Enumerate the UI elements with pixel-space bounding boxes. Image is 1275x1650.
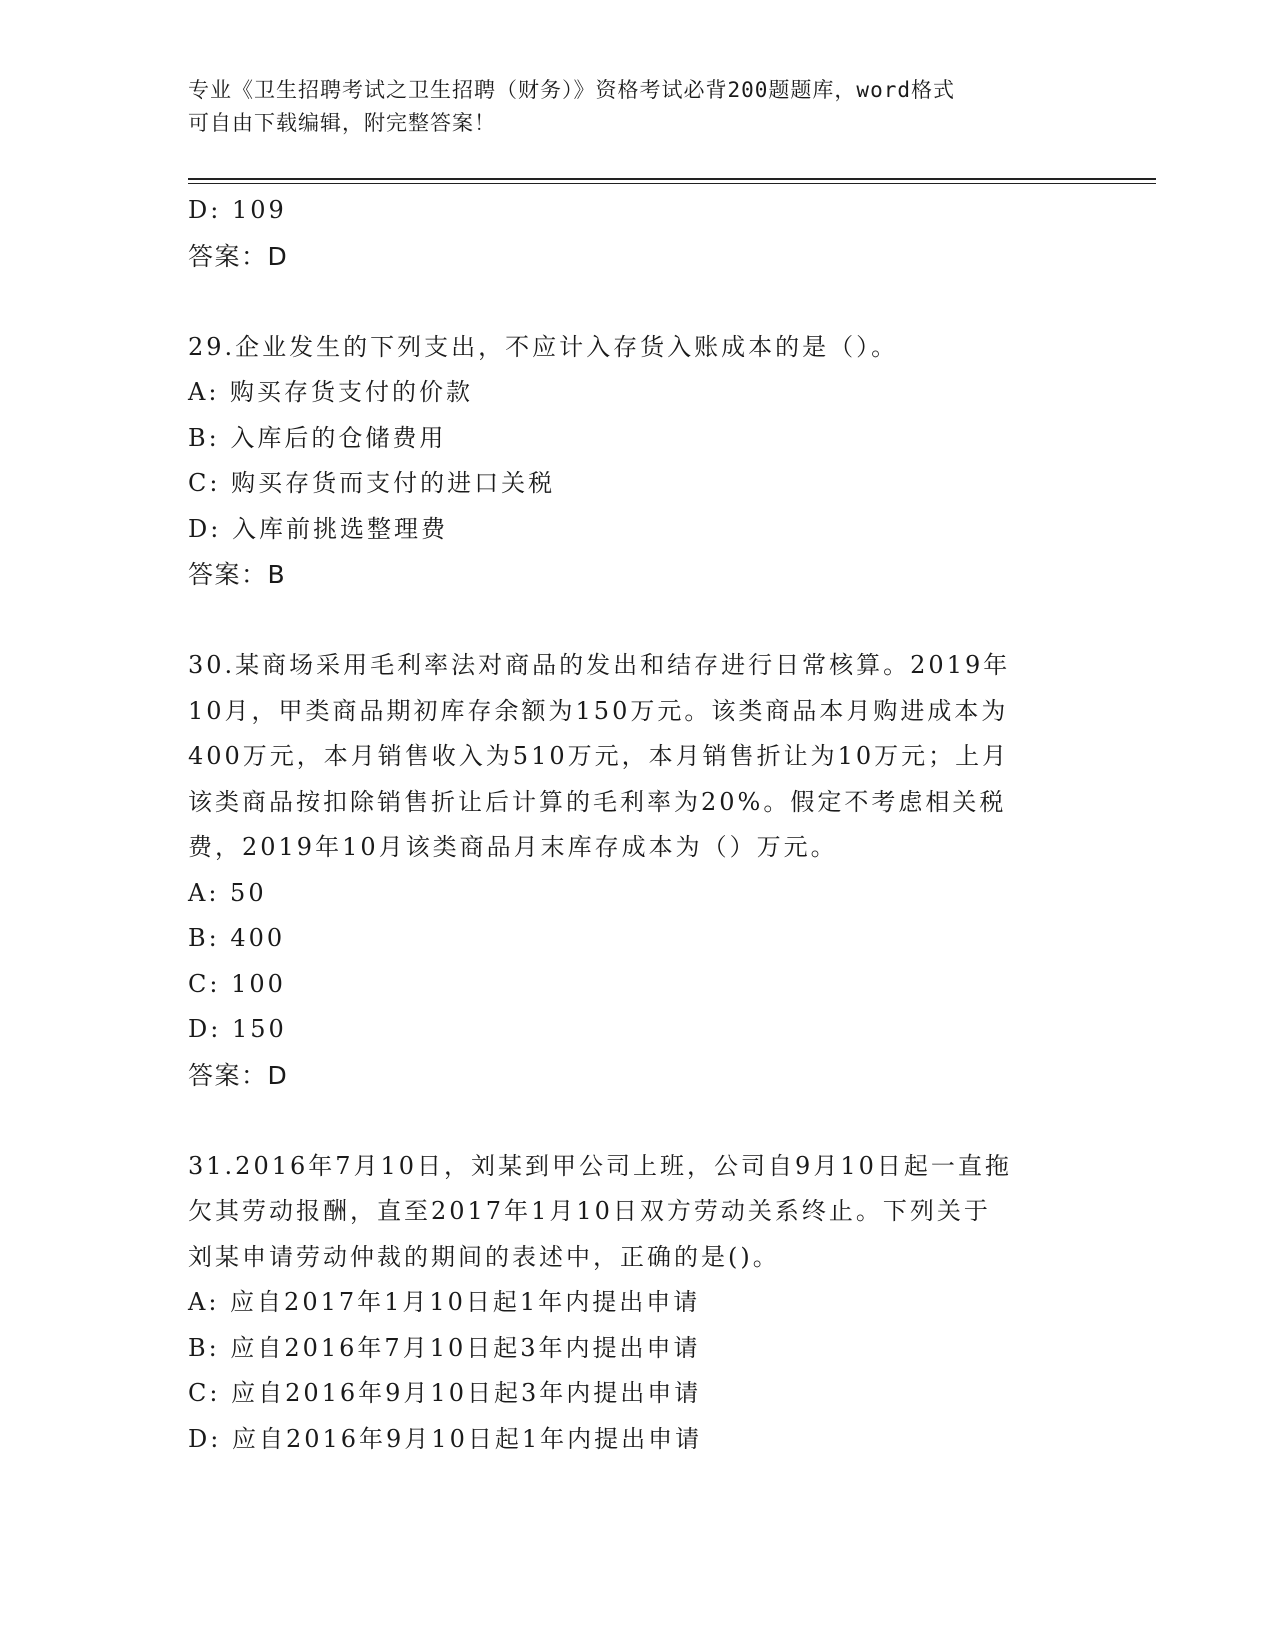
question-stem-line: 10月，甲类商品期初库存余额为150万元。该类商品本月购进成本为 xyxy=(188,696,1009,725)
answer-label: 答案：D xyxy=(188,241,289,271)
question-stem: 29.企业发生的下列支出，不应计入存货入账成本的是（）。 xyxy=(188,332,899,361)
header-rule-thick xyxy=(188,178,1156,180)
answer-label: 答案：D xyxy=(188,1060,289,1090)
option-b: B: 入库后的仓储费用 xyxy=(188,423,447,452)
option-c: C: 100 xyxy=(188,969,286,998)
header-title-line-2: 可自由下载编辑，附完整答案！ xyxy=(188,111,496,135)
question-stem-line: 费，2019年10月该类商品月末库存成本为（）万元。 xyxy=(188,833,838,861)
option-b: B: 400 xyxy=(188,924,286,952)
spacer xyxy=(188,598,1108,644)
document-header xyxy=(188,74,1088,140)
spacer xyxy=(188,1098,1108,1144)
option-b: B: 应自2016年7月10日起3年内提出申请 xyxy=(188,1333,701,1362)
option-d: D: 入库前挑选整理费 xyxy=(188,514,448,543)
question-stem-line: 30.某商场采用毛利率法对商品的发出和结存进行日常核算。2019年 xyxy=(188,651,1011,679)
question-31 xyxy=(188,1144,1108,1463)
question-stem-line: 刘某申请劳动仲裁的期间的表述中，正确的是()。 xyxy=(188,1242,780,1271)
option-d: D: 150 xyxy=(188,1015,287,1043)
option-a: A: 50 xyxy=(188,878,267,907)
spacer xyxy=(188,279,1108,325)
question-30 xyxy=(188,643,1108,1098)
question-29 xyxy=(188,325,1108,598)
question-stem-line: 欠其劳动报酬，直至2017年1月10日双方劳动关系终止。下列关于 xyxy=(188,1197,991,1225)
option-a: A: 购买存货支付的价款 xyxy=(188,378,474,406)
question-28-tail xyxy=(188,188,1108,279)
option-c: C: 购买存货而支付的进口关税 xyxy=(188,469,556,497)
question-content xyxy=(188,188,1108,1462)
question-stem-line: 该类商品按扣除销售折让后计算的毛利率为20%。假定不考虑相关税 xyxy=(188,787,1007,816)
question-stem-line: 31.2016年7月10日，刘某到甲公司上班，公司自9月10日起一直拖 xyxy=(188,1151,1012,1180)
question-stem-line: 400万元，本月销售收入为510万元，本月销售折让为10万元；上月 xyxy=(188,742,1010,770)
header-title-line-1: 专业《卫生招聘考试之卫生招聘（财务）》资格考试必背200题题库，word格式 xyxy=(188,78,955,102)
answer-label: 答案：B xyxy=(188,560,287,589)
option-c: C: 应自2016年9月10日起3年内提出申请 xyxy=(188,1379,702,1407)
option-d: D: 应自2016年9月10日起1年内提出申请 xyxy=(188,1424,703,1453)
option-a: A: 应自2017年1月10日起1年内提出申请 xyxy=(188,1288,701,1316)
option-d: D: 109 xyxy=(188,196,287,224)
header-rule-thin xyxy=(188,183,1156,184)
